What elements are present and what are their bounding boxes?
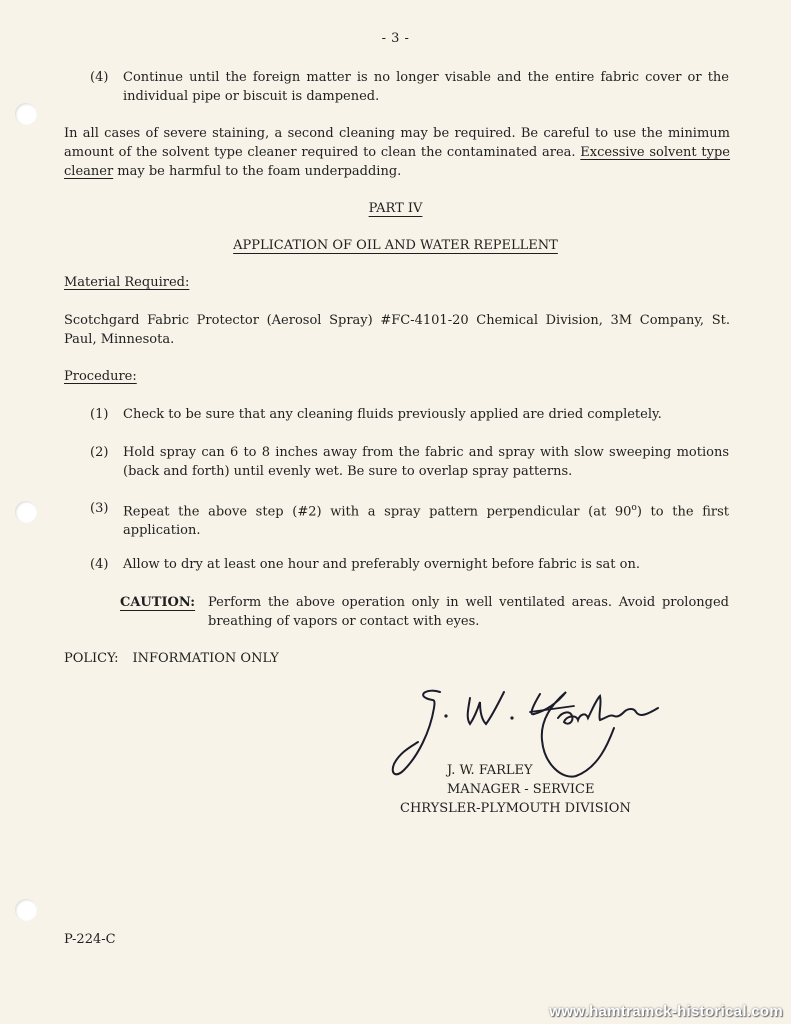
material-heading bbox=[64, 273, 730, 292]
binder-hole-middle bbox=[15, 501, 37, 523]
material-text: Scotchgard Fabric Protector (Aerosol Spray) #FC-4101-20 Chemical Division, 3M Company, St. Paul, Minnesota. bbox=[64, 313, 730, 347]
step-text-start: Repeat the above step (#2) with a spray pattern perpendicular (at 90 bbox=[123, 504, 632, 520]
step-text bbox=[123, 499, 729, 540]
binder-hole-bottom bbox=[15, 899, 37, 921]
binder-hole-top bbox=[15, 103, 37, 125]
policy-label: POLICY: bbox=[64, 651, 119, 666]
step-number: (1) bbox=[90, 407, 109, 422]
policy-value: INFORMATION ONLY bbox=[132, 651, 279, 666]
step-number: (3) bbox=[90, 501, 109, 516]
part-heading bbox=[0, 199, 791, 218]
handwritten-signature bbox=[388, 684, 678, 784]
step-text: Allow to dry at least one hour and preferably overnight before fabric is sat on. bbox=[123, 557, 640, 572]
step-number: (2) bbox=[90, 445, 109, 460]
severe-staining-paragraph bbox=[64, 124, 730, 181]
step-text: Check to be sure that any cleaning fluids previously applied are dried completely. bbox=[123, 407, 662, 422]
prev-step-number: (4) bbox=[90, 70, 109, 85]
section-heading-text: APPLICATION OF OIL AND WATER REPELLENT bbox=[233, 238, 558, 253]
form-number: P-224-C bbox=[64, 932, 116, 947]
signatory-division: CHRYSLER-PLYMOUTH DIVISION bbox=[400, 801, 631, 816]
part-heading-text: PART IV bbox=[368, 201, 423, 216]
degree-superscript: o bbox=[631, 503, 637, 513]
procedure-heading-text: Procedure: bbox=[64, 369, 137, 384]
policy-line bbox=[64, 649, 279, 668]
step-text-end: ) to the first application. bbox=[123, 504, 729, 539]
section-heading bbox=[0, 236, 791, 255]
material-heading-text: Material Required: bbox=[64, 275, 190, 290]
severe-staining-text: In all cases of severe staining, a second cleaning may be required. Be careful to use the minimum amount of the solvent type cleaner required to clean the contaminated area. bbox=[64, 126, 730, 160]
caution-label: CAUTION: bbox=[120, 595, 196, 610]
signatory-title: MANAGER - SERVICE bbox=[447, 782, 595, 797]
prev-step-text: Continue until the foreign matter is no longer visable and the entire fabric cover or the individual pipe or biscuit is dampened. bbox=[123, 70, 729, 104]
step-number: (4) bbox=[90, 557, 109, 572]
signatory-name: J. W. FARLEY bbox=[447, 763, 533, 778]
severe-staining-text-end: may be harmful to the foam underpadding. bbox=[113, 164, 402, 179]
page-number: - 3 - bbox=[381, 31, 410, 46]
procedure-heading bbox=[64, 367, 730, 386]
severe-staining-warning: Excessive solvent type cleaner bbox=[64, 145, 730, 179]
website-watermark: www.hamtramck-historical.com bbox=[549, 1003, 783, 1020]
step-text: Hold spray can 6 to 8 inches away from the fabric and spray with slow sweeping motions (back and forth) until evenly wet. Be sure to overlap spray patterns. bbox=[123, 445, 729, 479]
caution-text: Perform the above operation only in well ventilated areas. Avoid prolonged breathing of vapors or contact with eyes. bbox=[208, 595, 729, 629]
